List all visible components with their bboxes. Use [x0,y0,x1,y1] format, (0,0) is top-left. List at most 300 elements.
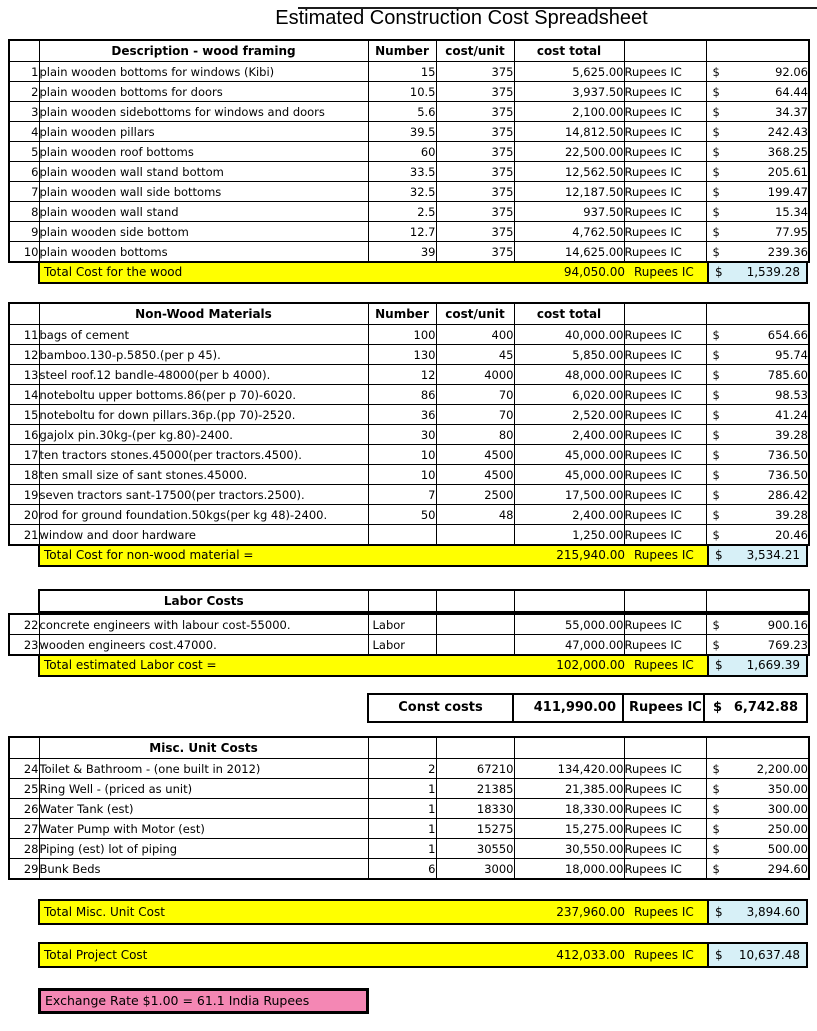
total-project-band [40,944,707,966]
cell-qty: 130 [368,345,436,365]
cell-qty: 7 [368,485,436,505]
cell-usd [706,82,809,102]
cell-total: 2,400.00 [514,505,624,525]
usd-value: 41.24 [775,407,808,422]
labor-header-row [39,590,809,612]
dollar-sign: $ [712,244,720,259]
cell-unit [436,635,514,656]
header-usd [706,40,809,62]
dollar-sign: $ [712,84,720,99]
cell-desc: Piping (est) lot of piping [39,839,368,859]
table-row [9,525,809,546]
cell-unit: 375 [436,222,514,242]
cell-desc: steel roof.12 bandle-48000(per b 4000). [39,365,368,385]
const-costs-usd-cell [703,695,806,721]
header-cost-unit [436,737,514,759]
cell-usd [706,122,809,142]
cell-usd [706,525,809,546]
cell-qty: 15 [368,62,436,82]
table-row [9,82,809,102]
usd-value: 92.06 [775,64,808,79]
cell-qty: Labor [368,635,436,656]
cell-total: 3,937.50 [514,82,624,102]
cell-cur: Rupees IC [624,102,706,122]
cell-unit [436,525,514,546]
table-row [9,505,809,525]
cell-num: 8 [9,202,39,222]
cell-desc: ten tractors stones.45000(per tractors.4500). [39,445,368,465]
total-currency: Rupees IC [634,948,694,962]
usd-value: 500.00 [767,841,808,856]
cell-qty: 36 [368,405,436,425]
cell-usd [706,445,809,465]
total-project-row [38,942,808,968]
cell-cur: Rupees IC [624,859,706,880]
cell-total: 18,000.00 [514,859,624,880]
cell-cur: Rupees IC [624,465,706,485]
cell-total: 40,000.00 [514,325,624,345]
cell-cur: Rupees IC [624,162,706,182]
cell-unit: 375 [436,162,514,182]
cell-qty: 32.5 [368,182,436,202]
header-usd [706,590,809,612]
cell-usd [706,182,809,202]
cell-qty: 50 [368,505,436,525]
header-usd [706,737,809,759]
cell-num: 1 [9,62,39,82]
cell-usd [706,222,809,242]
cell-usd [706,819,809,839]
table-row [9,102,809,122]
usd-value: 199.47 [767,184,808,199]
header-currency [624,40,706,62]
header-row-number [9,737,39,759]
cell-desc: plain wooden bottoms [39,242,368,263]
cell-qty: 33.5 [368,162,436,182]
labor-total-band [40,656,707,675]
header-cost-unit: cost/unit [436,40,514,62]
header-number: Number [368,303,436,325]
cell-num: 24 [9,759,39,779]
total-misc-row [38,899,808,925]
total-currency: Rupees IC [634,265,694,279]
cell-qty: 2 [368,759,436,779]
table-row [9,182,809,202]
cell-cur: Rupees IC [624,62,706,82]
usd-value: 239.36 [767,244,808,259]
table-row [9,799,809,819]
total-label: Total Cost for non-wood material = [44,548,254,562]
cell-total: 14,812.50 [514,122,624,142]
cell-usd [706,465,809,485]
table-row [9,385,809,405]
table-row [9,202,809,222]
cell-desc: plain wooden bottoms for doors [39,82,368,102]
total-usd-value: 1,539.28 [746,265,800,279]
cell-cur: Rupees IC [624,505,706,525]
cell-cur: Rupees IC [624,839,706,859]
header-cost-unit [436,590,514,612]
usd-value: 769.23 [767,637,808,652]
cell-usd [706,425,809,445]
usd-value: 294.60 [767,861,808,876]
cell-qty: 10 [368,465,436,485]
cell-num: 9 [9,222,39,242]
usd-value: 368.25 [767,144,808,159]
dollar-sign: $ [712,104,720,119]
cell-unit: 4000 [436,365,514,385]
cell-num: 28 [9,839,39,859]
cell-desc: Bunk Beds [39,859,368,880]
cell-desc: plain wooden sidebottoms for windows and doors [39,102,368,122]
dollar-sign: $ [712,124,720,139]
cell-desc: Ring Well - (priced as unit) [39,779,368,799]
cell-num: 5 [9,142,39,162]
cell-cur: Rupees IC [624,82,706,102]
page-title: Estimated Construction Cost Spreadsheet [275,7,648,29]
cell-qty: 1 [368,839,436,859]
cell-desc: concrete engineers with labour cost-55000. [39,614,368,635]
non-wood-header-row [9,303,809,325]
dollar-sign: $ [712,841,720,856]
usd-value: 2,200.00 [756,761,808,776]
cell-usd [706,485,809,505]
header-row-number [9,303,39,325]
table-row [9,635,809,656]
cell-unit: 45 [436,345,514,365]
cell-cur: Rupees IC [624,759,706,779]
cell-usd [706,102,809,122]
cell-unit: 375 [436,82,514,102]
labor-total-usd-cell [707,656,806,675]
total-value: 215,940.00 [556,548,625,562]
cell-num: 4 [9,122,39,142]
cell-unit: 67210 [436,759,514,779]
non-wood-table [8,302,810,546]
dollar-sign: $ [712,467,720,482]
cell-unit: 375 [436,182,514,202]
cell-num: 26 [9,799,39,819]
cell-num: 20 [9,505,39,525]
wood-header-row [9,40,809,62]
table-row [9,325,809,345]
cell-unit: 4500 [436,465,514,485]
cell-num: 7 [9,182,39,202]
cell-cur: Rupees IC [624,819,706,839]
header-usd [706,303,809,325]
cell-cur: Rupees IC [624,779,706,799]
cell-usd [706,759,809,779]
header-description: Misc. Unit Costs [39,737,368,759]
const-costs-value: 411,990.00 [512,695,622,721]
cell-usd [706,405,809,425]
dollar-sign: $ [712,487,720,502]
header-description: Non-Wood Materials [39,303,368,325]
total-currency: Rupees IC [634,548,694,562]
usd-value: 205.61 [767,164,808,179]
cell-total: 30,550.00 [514,839,624,859]
usd-value: 15.34 [775,204,808,219]
dollar-sign: $ [715,548,723,562]
const-costs-row [367,693,808,723]
cell-unit: 3000 [436,859,514,880]
cell-unit: 21385 [436,779,514,799]
dollar-sign: $ [712,637,720,652]
cell-usd [706,325,809,345]
cell-num: 12 [9,345,39,365]
usd-value: 64.44 [775,84,808,99]
cell-qty: 12 [368,365,436,385]
cell-usd [706,385,809,405]
cell-cur: Rupees IC [624,425,706,445]
header-number: Number [368,40,436,62]
cell-num: 14 [9,385,39,405]
cell-desc: plain wooden roof bottoms [39,142,368,162]
dollar-sign: $ [712,164,720,179]
cell-qty: 100 [368,325,436,345]
cell-unit: 30550 [436,839,514,859]
cell-num: 22 [9,614,39,635]
cell-total: 12,562.50 [514,162,624,182]
cell-cur: Rupees IC [624,222,706,242]
usd-value: 250.00 [767,821,808,836]
header-currency [624,303,706,325]
usd-value: 20.46 [775,527,808,542]
total-label: Total Cost for the wood [44,265,183,279]
total-currency: Rupees IC [634,905,694,919]
cell-total: 4,762.50 [514,222,624,242]
dollar-sign: $ [712,327,720,342]
cell-total: 55,000.00 [514,614,624,635]
total-project-usd-cell [707,944,806,966]
table-row [9,405,809,425]
cell-total: 48,000.00 [514,365,624,385]
cell-qty: 30 [368,425,436,445]
cell-total: 134,420.00 [514,759,624,779]
cell-usd [706,162,809,182]
table-row [9,62,809,82]
table-row [9,759,809,779]
dollar-sign: $ [712,224,720,239]
cell-total: 15,275.00 [514,819,624,839]
cell-cur: Rupees IC [624,385,706,405]
table-row [9,242,809,263]
cell-unit: 375 [436,142,514,162]
cell-qty: 60 [368,142,436,162]
usd-value: 39.28 [775,507,808,522]
wood-total-band [40,263,707,282]
header-cost-total: cost total [514,303,624,325]
cell-desc: seven tractors sant-17500(per tractors.2500). [39,485,368,505]
cell-desc: plain wooden wall stand [39,202,368,222]
header-currency [624,737,706,759]
cell-desc: plain wooden bottoms for windows (Kibi) [39,62,368,82]
cell-desc: wooden engineers cost.47000. [39,635,368,656]
cell-desc: plain wooden pillars [39,122,368,142]
cell-unit: 375 [436,62,514,82]
cell-cur: Rupees IC [624,202,706,222]
header-cost-total [514,737,624,759]
cell-qty: Labor [368,614,436,635]
cell-total: 5,625.00 [514,62,624,82]
cell-usd [706,859,809,880]
cell-num: 10 [9,242,39,263]
dollar-sign: $ [713,700,723,715]
cell-num: 2 [9,82,39,102]
cell-total: 2,520.00 [514,405,624,425]
total-currency: Rupees IC [634,658,694,672]
usd-value: 34.37 [775,104,808,119]
non-wood-table-body [9,325,809,546]
cell-usd [706,365,809,385]
cell-total: 45,000.00 [514,465,624,485]
cell-qty: 2.5 [368,202,436,222]
cell-num: 25 [9,779,39,799]
cell-total: 17,500.00 [514,485,624,505]
total-label: Total Project Cost [44,948,148,962]
cell-desc: plain wooden side bottom [39,222,368,242]
cell-qty: 86 [368,385,436,405]
dollar-sign: $ [712,507,720,522]
cell-num: 13 [9,365,39,385]
dollar-sign: $ [712,617,720,632]
cell-desc: noteboltu for down pillars.36p.(pp 70)-2520. [39,405,368,425]
table-row [9,779,809,799]
wood-total-row [38,263,808,284]
cell-num: 19 [9,485,39,505]
usd-value: 77.95 [775,224,808,239]
cell-unit: 70 [436,405,514,425]
total-usd-value: 3,894.60 [746,905,800,919]
cell-desc: bamboo.130-p.5850.(per p 45). [39,345,368,365]
total-misc-band [40,901,707,923]
usd-value: 95.74 [775,347,808,362]
cell-qty: 6 [368,859,436,880]
cell-total: 6,020.00 [514,385,624,405]
usd-value: 785.60 [767,367,808,382]
cell-num: 23 [9,635,39,656]
header-cost-total: cost total [514,40,624,62]
cell-cur: Rupees IC [624,525,706,546]
cell-num: 11 [9,325,39,345]
cell-desc: window and door hardware [39,525,368,546]
cell-usd [706,345,809,365]
cell-unit: 15275 [436,819,514,839]
cell-unit: 18330 [436,799,514,819]
cell-unit: 375 [436,242,514,263]
dollar-sign: $ [712,821,720,836]
cell-cur: Rupees IC [624,405,706,425]
cell-usd [706,635,809,656]
misc-unit-costs-table [8,736,810,880]
cell-cur: Rupees IC [624,345,706,365]
cell-total: 21,385.00 [514,779,624,799]
cell-desc: plain wooden wall stand bottom [39,162,368,182]
dollar-sign: $ [712,781,720,796]
table-row [9,445,809,465]
cell-cur: Rupees IC [624,485,706,505]
cell-desc: gajolx pin.30kg-(per kg.80)-2400. [39,425,368,445]
dollar-sign: $ [712,204,720,219]
cell-cur: Rupees IC [624,325,706,345]
cell-num: 15 [9,405,39,425]
cell-total: 12,187.50 [514,182,624,202]
cell-qty: 12.7 [368,222,436,242]
table-row [9,222,809,242]
cell-total: 937.50 [514,202,624,222]
cell-num: 6 [9,162,39,182]
cell-usd [706,614,809,635]
cell-total: 5,850.00 [514,345,624,365]
header-number [368,737,436,759]
cell-total: 14,625.00 [514,242,624,263]
cell-qty: 10 [368,445,436,465]
table-row [9,819,809,839]
wood-total-usd-cell [707,263,806,282]
total-value: 412,033.00 [556,948,625,962]
dollar-sign: $ [712,144,720,159]
total-usd-value: 10,637.48 [738,948,800,962]
cell-unit: 400 [436,325,514,345]
cell-usd [706,839,809,859]
dollar-sign: $ [712,527,720,542]
const-costs-currency: Rupees IC [622,695,703,721]
cell-cur: Rupees IC [624,365,706,385]
dollar-sign: $ [712,407,720,422]
dollar-sign: $ [712,367,720,382]
wood-table-body [9,62,809,263]
header-cost-total [514,590,624,612]
cell-unit: 375 [436,122,514,142]
cell-cur: Rupees IC [624,799,706,819]
cell-cur: Rupees IC [624,242,706,263]
usd-value: 286.42 [767,487,808,502]
table-row [9,485,809,505]
cell-usd [706,505,809,525]
usd-value: 300.00 [767,801,808,816]
labor-table [8,613,810,656]
cell-cur: Rupees IC [624,182,706,202]
cell-num: 17 [9,445,39,465]
table-row [9,142,809,162]
wood-framing-table [8,39,810,263]
header-number [368,590,436,612]
cell-desc: Water Pump with Motor (est) [39,819,368,839]
non-wood-total-band [40,546,707,565]
cell-total: 22,500.00 [514,142,624,162]
cell-qty: 1 [368,779,436,799]
cell-unit: 70 [436,385,514,405]
usd-value: 736.50 [767,467,808,482]
cell-desc: Toilet & Bathroom - (one built in 2012) [39,759,368,779]
cell-qty: 1 [368,819,436,839]
const-costs-label: Const costs [398,700,483,715]
dollar-sign: $ [712,861,720,876]
misc-header-row [9,737,809,759]
dollar-sign: $ [715,905,723,919]
usd-value: 350.00 [767,781,808,796]
usd-value: 242.43 [767,124,808,139]
cell-unit [436,614,514,635]
table-row [9,614,809,635]
cell-qty: 10.5 [368,82,436,102]
total-misc-usd-cell [707,901,806,923]
cell-total: 2,400.00 [514,425,624,445]
header-description: Description - wood framing [39,40,368,62]
non-wood-total-row [38,546,808,567]
cell-unit: 48 [436,505,514,525]
exchange-rate-note: Exchange Rate $1.00 = 61.1 India Rupees [38,988,369,1014]
